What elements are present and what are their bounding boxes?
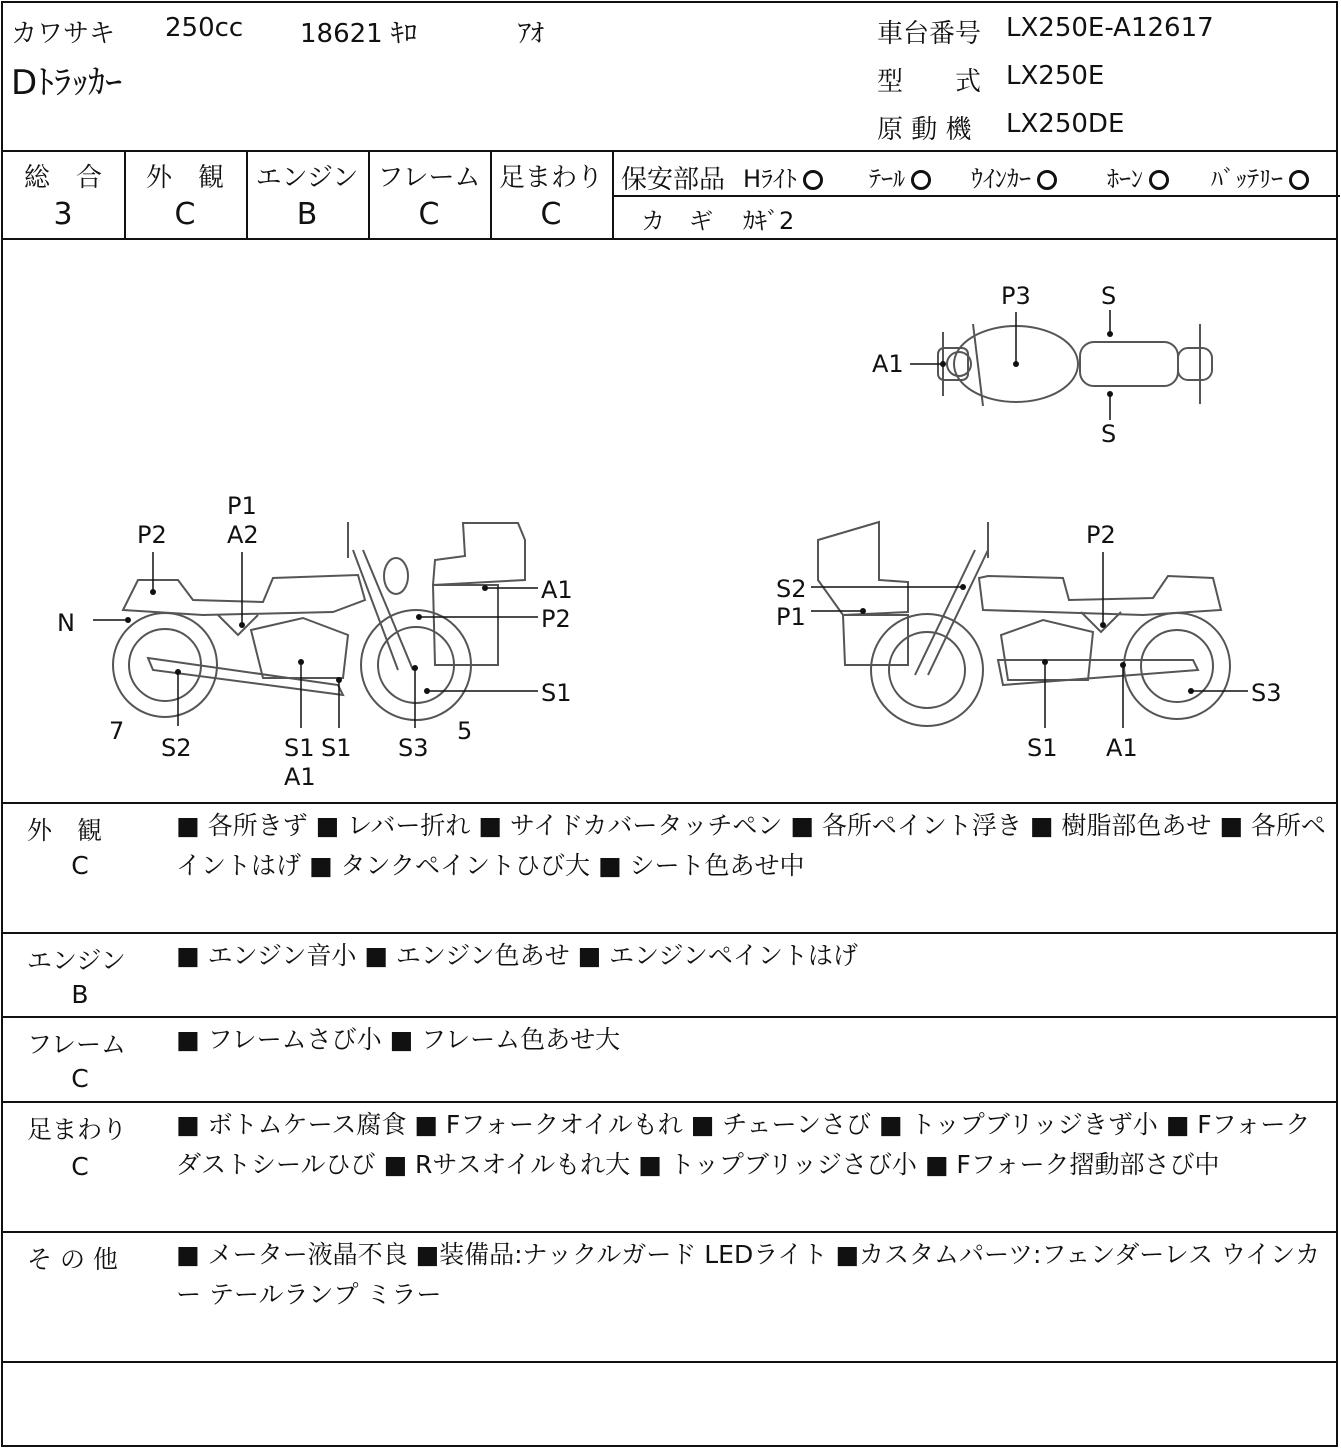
diagram-label: A2 xyxy=(227,521,259,549)
diagram-label: S3 xyxy=(398,734,429,762)
safety-item-label: ｳｲﾝｶｰ xyxy=(971,165,1031,193)
diagram-label: A1 xyxy=(872,350,904,378)
divider xyxy=(3,1101,1336,1103)
section-exterior-text: ■ 各所きず ■ レバー折れ ■ サイドカバータッチペン ■ 各所ペイント浮き ■ 樹脂部色あせ ■ 各所ペイントはげ ■ タンクペイントひび大 ■ シート色あせ中 xyxy=(176,811,1326,880)
diagram-label: P1 xyxy=(227,492,257,520)
grade-overall-value: 3 xyxy=(53,197,73,232)
grade-suspension-label: 足まわり xyxy=(498,163,603,193)
diagram-label: S1 xyxy=(1027,734,1058,762)
section-other-text: ■ メーター液晶不良 ■装備品:ナックルガード LEDライト ■カスタムパーツ:フェンダーレス ウインカー テールランプ ミラー xyxy=(176,1240,1321,1309)
safety-label: 保安部品 xyxy=(621,165,726,195)
diagram-label: S3 xyxy=(1251,679,1282,707)
divider xyxy=(3,150,1336,152)
circle-icon xyxy=(803,170,823,190)
displacement: 250cc xyxy=(165,13,244,43)
bike-top-view xyxy=(938,324,1212,406)
grade-engine-label: エンジン xyxy=(255,163,359,193)
grade-engine-value: B xyxy=(296,197,318,232)
diagram-label: 7 xyxy=(109,717,125,745)
frame-no: LX250E-A12617 xyxy=(1006,13,1214,43)
diagram-label: S1 xyxy=(541,679,572,707)
section-other-title: そ の 他 xyxy=(27,1245,118,1274)
key-value: ｶｷﾞ2 xyxy=(743,207,795,235)
inspection-sheet xyxy=(1,1,1338,1447)
diagram-label: P2 xyxy=(541,605,571,633)
diagram-label: S2 xyxy=(161,734,192,762)
section-suspension-grade: C xyxy=(71,1152,89,1181)
safety-headlight xyxy=(743,159,823,194)
diagram-label: S xyxy=(1101,282,1117,310)
section-suspension-title: 足まわり xyxy=(27,1115,128,1144)
type-label: 型 式 xyxy=(877,67,982,97)
divider xyxy=(3,1016,1336,1018)
diagram-label: 5 xyxy=(457,717,473,745)
diagram-label: A1 xyxy=(541,576,573,604)
color: ｱｵ xyxy=(518,19,545,49)
diagram-label: A1 xyxy=(1106,734,1138,762)
section-frame-text: ■ フレームさび小 ■ フレーム色あせ大 xyxy=(176,1025,621,1054)
diagram-label: S1 xyxy=(321,734,352,762)
divider xyxy=(3,1231,1336,1233)
model-name: Dﾄﾗｯｶｰ xyxy=(11,63,123,103)
grade-frame-label: フレーム xyxy=(377,163,481,193)
diagram-label: N xyxy=(57,609,75,637)
diagram-label: S1 xyxy=(284,734,315,762)
section-suspension-text: ■ ボトムケース腐食 ■ Fフォークオイルもれ ■ チェーンさび ■ トップブリッジきず小 ■ Fフォークダストシールひび ■ Rサスオイルもれ大 ■ トップブリッジさび小 ■ Fフォーク摺動部さび中 xyxy=(176,1110,1311,1179)
section-frame-grade: C xyxy=(71,1064,89,1093)
frame-no-label: 車台番号 xyxy=(877,19,982,49)
section-engine-title: エンジン xyxy=(27,946,126,975)
section-exterior-grade: C xyxy=(71,851,89,880)
bike-right-view xyxy=(818,522,1230,726)
safety-item-label: ﾃｰﾙ xyxy=(869,165,905,193)
safety-taillight xyxy=(869,159,931,194)
circle-icon xyxy=(1289,170,1309,190)
safety-battery xyxy=(1211,159,1309,194)
grade-suspension-value: C xyxy=(540,197,562,232)
divider xyxy=(3,1361,1336,1363)
safety-item-label: ﾊﾞｯﾃﾘｰ xyxy=(1211,165,1283,193)
circle-icon xyxy=(1149,170,1169,190)
mileage xyxy=(300,13,417,50)
damage-diagram xyxy=(3,240,1338,802)
divider xyxy=(3,802,1336,804)
diagram-label: P1 xyxy=(776,603,806,631)
type-value: LX250E xyxy=(1006,61,1105,91)
safety-winker xyxy=(971,159,1057,194)
engine-value: LX250DE xyxy=(1006,109,1125,139)
diagram-label: P2 xyxy=(137,521,167,549)
grade-exterior-label: 外 観 xyxy=(145,163,224,193)
key-label: カ ギ xyxy=(641,207,713,235)
diagram-label: A1 xyxy=(284,763,316,791)
safety-horn xyxy=(1107,159,1169,194)
divider xyxy=(612,195,1340,197)
mileage-value: 18621 xyxy=(300,19,383,49)
divider xyxy=(612,150,614,238)
grade-frame-value: C xyxy=(418,197,440,232)
divider xyxy=(3,932,1336,934)
section-engine-grade: B xyxy=(71,980,89,1009)
diagram-label: S2 xyxy=(776,575,807,603)
section-frame-title: フレーム xyxy=(27,1030,127,1059)
safety-item-label: Hﾗｲﾄ xyxy=(743,165,798,193)
circle-icon xyxy=(911,170,931,190)
diagram-label: P3 xyxy=(1001,282,1031,310)
safety-item-label: ﾎｰﾝ xyxy=(1107,165,1143,193)
section-engine-text: ■ エンジン音小 ■ エンジン色あせ ■ エンジンペイントはげ xyxy=(176,941,858,970)
grade-exterior-value: C xyxy=(174,197,196,232)
diagram-label: P2 xyxy=(1086,521,1116,549)
mileage-unit: ｷﾛ xyxy=(390,19,417,49)
maker: カワサキ xyxy=(11,19,116,49)
engine-label: 原 動 機 xyxy=(877,115,972,145)
diagram-label: S xyxy=(1101,420,1117,448)
grade-overall-label: 総 合 xyxy=(23,163,102,193)
circle-icon xyxy=(1037,170,1057,190)
section-exterior-title: 外 観 xyxy=(27,816,103,845)
